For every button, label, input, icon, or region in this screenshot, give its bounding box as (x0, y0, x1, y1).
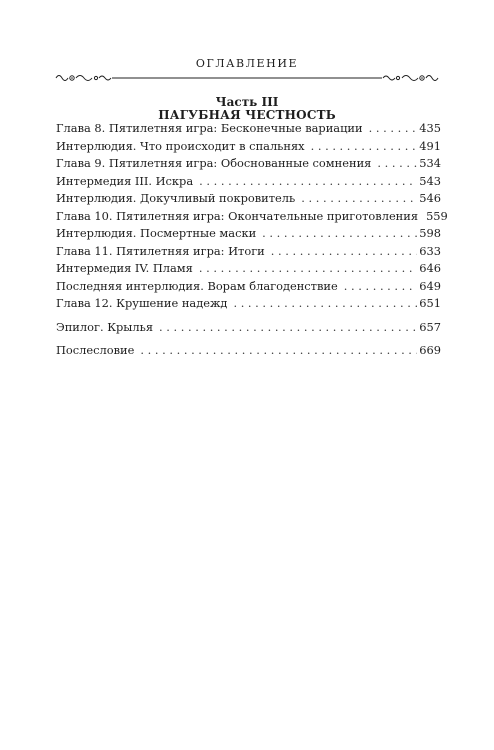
toc-entry-intermission-3[interactable] (56, 174, 441, 192)
dot-leader (311, 139, 418, 153)
toc-entry-chapter-8[interactable] (56, 121, 441, 139)
toc-entry-page: 651 (419, 296, 441, 310)
toc-entry-page: 649 (419, 278, 441, 293)
toc-entry-interlude-masks[interactable] (56, 226, 441, 244)
toc-entry-title: Глава 11. Пятилетняя игра: Итоги (56, 243, 265, 258)
toc-entry-title: Интермедия IV. Пламя (56, 261, 193, 275)
toc-entry-title: Глава 12. Крушение надежд (56, 296, 228, 310)
dot-leader (271, 244, 417, 258)
dot-leader (159, 320, 417, 334)
toc-entry-chapter-10[interactable] (56, 208, 448, 227)
toc-entry-interlude-patron[interactable] (56, 191, 441, 209)
toc-entry-page: 534 (419, 156, 441, 170)
toc-entry-page: 491 (419, 138, 441, 153)
toc-entry-page: 669 (419, 343, 441, 357)
toc-entry-title: Последняя интерлюдия. Ворам благоденствие (56, 278, 338, 293)
dot-leader (344, 279, 418, 293)
toc-entry-page: 646 (419, 261, 441, 275)
toc-entry-title: Интермедия III. Искра (56, 173, 194, 188)
dot-leader (199, 261, 417, 275)
toc-entry-chapter-12[interactable] (56, 296, 441, 314)
table-of-contents (56, 121, 448, 361)
toc-entry-last-interlude[interactable] (56, 279, 441, 297)
toc-entry-afterword[interactable] (56, 343, 441, 361)
toc-entry-title: Глава 10. Пятилетняя игра: Окончательные приготовления (56, 208, 419, 223)
dot-leader (140, 343, 417, 357)
toc-entry-title: Глава 8. Пятилетняя игра: Бесконечные вариации (56, 121, 363, 135)
toc-entry-title: Эпилог. Крылья (56, 319, 153, 334)
toc-entry-epilogue[interactable] (56, 320, 441, 338)
dot-leader (199, 174, 417, 188)
toc-entry-intermission-4[interactable] (56, 261, 441, 279)
toc-entry-interlude-bedrooms[interactable] (56, 139, 441, 157)
toc-entry-chapter-9[interactable] (56, 156, 441, 174)
dot-leader (262, 226, 417, 240)
toc-entry-page: 657 (419, 319, 441, 334)
toc-entry-title: Интерлюдия. Посмертные маски (56, 226, 257, 240)
ornament-divider-icon (54, 71, 440, 85)
toc-entry-title: Глава 9. Пятилетняя игра: Обоснованные сомнения (56, 156, 372, 170)
toc-entry-chapter-11[interactable] (56, 244, 441, 262)
toc-entry-title: Интерлюдия. Докучливый покровитель (56, 191, 296, 205)
toc-entry-page: 543 (419, 173, 441, 188)
toc-entry-page: 546 (419, 191, 441, 205)
toc-entry-page: 633 (419, 243, 441, 258)
dot-leader (301, 191, 417, 205)
toc-entry-page: 598 (419, 226, 441, 240)
toc-entry-title: Послесловие (56, 343, 135, 357)
dot-leader (233, 296, 417, 310)
toc-entry-page: 435 (419, 121, 441, 135)
toc-entry-title: Интерлюдия. Что происходит в спальнях (56, 138, 305, 153)
dot-leader (369, 121, 418, 135)
part-title: ПАГУБНАЯ ЧЕСТНОСТЬ (158, 108, 336, 122)
dot-leader (377, 156, 417, 170)
part-label: Часть III (215, 95, 279, 109)
running-head: ОГЛАВЛЕНИЕ (195, 57, 299, 70)
toc-entry-page: 559 (426, 208, 448, 223)
